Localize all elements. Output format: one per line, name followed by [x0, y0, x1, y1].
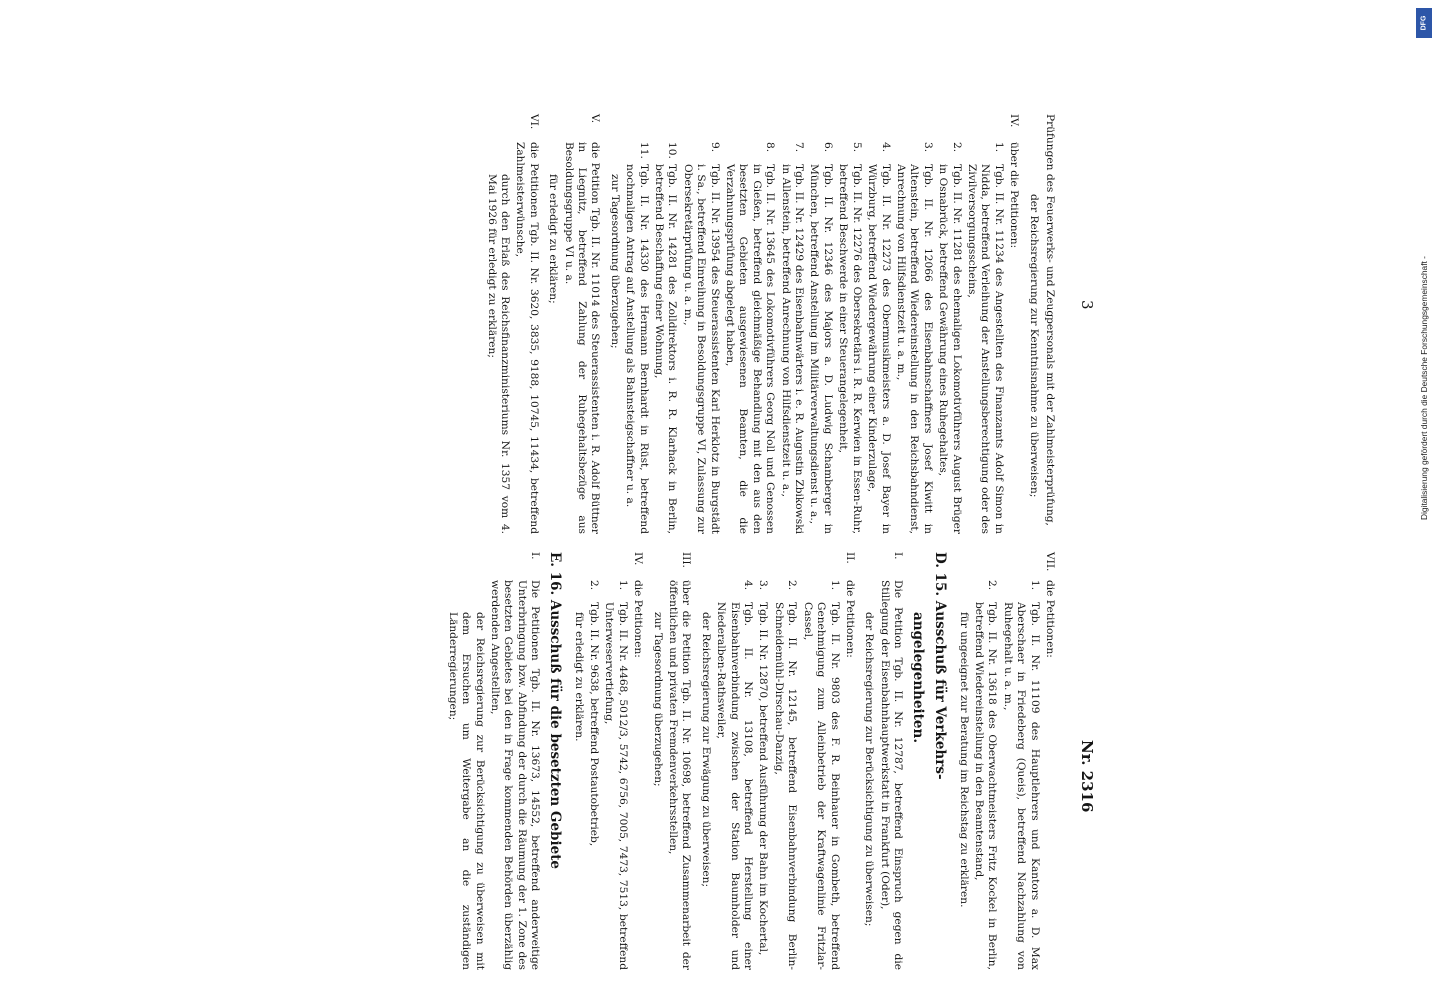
item-text: Tgb. II. Nr. 4468, 5012/3, 5742, 6756, 7005, 7473, 7513, betreffend Unterweservertiefung, — [603, 602, 629, 970]
item-number: 3. — [921, 142, 934, 153]
rotated-document — [104, 100, 1104, 980]
right-column — [104, 552, 1056, 970]
item-text: Tgb. II. Nr. 12145, betreffend Eisenbahnverbindung Berlin-Schneidemühl-Dirschau-Danzig, — [772, 602, 799, 970]
section-text: die Petitionen Tgb. II. Nr. 3620, 3835, 9188, 10745, 11434, betreffend Zahlmeisterwünsche, — [514, 142, 540, 534]
intro-decision: der Reichsregierung zur Kenntnisnahme zu überweisen; — [1027, 194, 1040, 498]
heading-d15: D. 15. Ausschuß für Verkehrs- — [932, 552, 949, 780]
section-v — [561, 114, 601, 534]
list-item — [836, 142, 863, 534]
list-item — [623, 142, 650, 534]
item-text: Tgb. II. Nr. 13645 des Lokomotivführers Georg Noll und Genossen in Gießen, betreffend gleichmäßige Behandlung mit den aus den besetzten Gebieten ausgewiesenen Beamten, die die Verzahnungsprüfung abgelegt haben, — [724, 164, 777, 534]
item-text: Tgb. II. Nr. 12066 des Eisenbahnschaffners Josef Kiwitt in Altenstein, betreffend Wiedereinstellung in den Reichsbahndienst, Anrechnung von Hilfsdienstzeit u. a. m., — [894, 164, 934, 534]
item-number: 7. — [793, 142, 806, 153]
item-number: 1. — [992, 142, 1005, 153]
list-item — [807, 142, 834, 534]
section-d-i — [877, 552, 904, 970]
section-label: II. — [843, 552, 856, 564]
item-text: Tgb. II. Nr. 12276 des Obersekretärs i. R. R. Kerwien in Essen-Ruhr, betreffend Beschwerde in einer Steuerangelegenheit, — [837, 164, 863, 534]
section-label: VI. — [527, 114, 540, 130]
dfg-logo-text: DFG — [1420, 15, 1428, 31]
item-text: Tgb. II. Nr. 12346 des Majors a. D. Ludwig Schamberger in München, betreffend Anstellung im Militärverwaltungsdienst u. a., — [808, 164, 834, 534]
item-number: 1. — [1028, 580, 1041, 591]
section-label: I. — [529, 552, 542, 560]
page-number-left: 3 — [1078, 300, 1096, 310]
section-d-iv-list — [587, 552, 629, 970]
item-number: 9. — [708, 142, 721, 153]
section-head: die Petitionen: — [1044, 580, 1056, 658]
list-item — [652, 142, 679, 534]
dfg-logo — [1416, 8, 1432, 38]
section-label: IV. — [632, 552, 645, 566]
section-vi — [513, 114, 540, 534]
list-item — [772, 580, 799, 970]
section-text: Die Petitionen Tgb. II. Nr. 13673, 14552, betreffend anderweitige Unterbringung bzw. Abfindung der durch die Räumung der 1. Zone des besetzten Gebietes bei den in Frage kommenden Behörden überzählig werdenden Angestellten, — [489, 580, 542, 970]
section-vii — [1043, 552, 1056, 970]
section-label: V. — [589, 114, 602, 124]
d-iv-decision: für erledigt zu erklären. — [572, 612, 585, 742]
list-item — [756, 580, 769, 970]
item-text: Tgb. II. Nr. 13618 des Oberwachtmeisters Fritz Kockel in Berlin, betreffend Wiedereinstellung in den Beamtenstand, — [972, 602, 999, 970]
item-number: 1. — [616, 580, 629, 591]
section-d-iv — [631, 552, 644, 970]
list-item — [865, 142, 892, 534]
item-text: Tgb. II. Nr. 11281 des ehemaligen Lokomotivführers August Brüger in Osnabrück, betreffend Gewährung eines Ruhegehaltes, — [937, 164, 963, 534]
heading-d15-cont: angelegenheiten. — [910, 612, 927, 744]
document-page — [104, 100, 1104, 980]
item-text: Tgb. II. Nr. 14330 des Hermann Bernhardt in Rüst, betreffend nochmaligen Antrag auf Anstellung als Bahnsteigschaffner u. a. — [624, 164, 650, 534]
item-text: Tgb. II. Nr. 11109 des Hauptlehrers und Kantors a. D. Max Aberschaer in Friedeberg (Queis), betreffend Nachzahlung von Ruhegehalt u. a. m., — [1001, 602, 1041, 970]
item-text: Tgb. II. Nr. 13108, betreffend Herstellung einer Eisenbahnverbindung zwischen der Station Baumholder und Niederalben-Rathsweiler, — [715, 602, 755, 970]
item-text: Tgb. II. Nr. 12429 des Eisenbahnwärters i. e. R. Augustin Zbikowski in Allenstein, betreffend Anrechnung von Hilfsdienstzeit u. a., — [779, 164, 806, 534]
d-ii-decision: der Reichsregierung zur Erwägung zu überweisen; — [699, 612, 712, 888]
section-label: VII. — [1044, 552, 1056, 572]
section-text: Die Petition Tgb. II. Nr. 12787, betreffend Einspruch gegen die Stillegung der Eisenbahnhauptwerkstatt in Frankfurt (Oder), — [878, 580, 905, 970]
section-text: über die Petition Tgb. II. Nr. 10698, betreffend Zusammenarbeit der öffentlichen und privaten Fremdenverkehrsstellen, — [667, 580, 693, 970]
vii-decision: für ungeeignet zur Beratung im Reichstag zu erklären. — [957, 612, 970, 908]
page-number-right: Nr. 2316 — [1078, 740, 1096, 813]
item-number: 5. — [850, 142, 863, 153]
v-decision: für erledigt zu erklären; — [547, 174, 560, 304]
list-item — [800, 580, 840, 970]
section-label: I. — [892, 552, 905, 560]
item-number: 11. — [637, 142, 650, 159]
section-head: die Petitionen: — [843, 580, 856, 658]
heading-e16: E. 16. Ausschuß für die besetzten Gebiete — [547, 552, 564, 870]
item-text: Tgb. II. Nr. 13954 des Steuerassistenten Karl Herklotz in Burgstädt i. Sa., betreffend Einreihung in Besoldungsgruppe VI, Zulassung zur Obersekretärprüfung u. a. m., — [681, 164, 721, 534]
list-item — [778, 142, 805, 534]
item-text: Tgb. II. Nr. 12870, betreffend Ausführung der Bahn im Kochertal, — [757, 602, 770, 956]
digitization-note: Digitalisierung gefördert durch die Deutsche Forschungsgemeinschaft - — [1419, 256, 1429, 520]
item-number: 8. — [764, 142, 777, 153]
section-head: die Petitionen: — [632, 580, 645, 658]
section-d-ii-list — [714, 552, 841, 970]
section-label: III. — [680, 552, 693, 568]
section-iv — [1007, 114, 1020, 534]
item-number: 2. — [786, 580, 799, 591]
item-number: 2. — [986, 580, 999, 591]
item-number: 2. — [950, 142, 963, 153]
item-text: Tgb. II. Nr. 9638, betreffend Postautobetrieb, — [588, 602, 601, 847]
d-iii-decision: zur Tagesordnung überzugehen; — [651, 612, 664, 787]
list-item — [723, 142, 777, 534]
item-text: Tgb. II. Nr. 9803 des F. R. Beinhauer in Gombeth, betreffend Genehmigung zum Alleinbetrieb der Kraftwagenlinie Fritzlar-Cassel, — [801, 602, 841, 970]
section-d-ii — [843, 552, 856, 970]
item-number: 4. — [879, 142, 892, 153]
section-vii-list — [972, 552, 1041, 970]
list-item — [714, 580, 754, 970]
section-iv-list — [623, 114, 1005, 534]
item-number: 10. — [666, 142, 679, 159]
item-number: 3. — [757, 580, 770, 591]
list-item — [972, 580, 999, 970]
intro-text: Prüfungen des Feuerwerks- und Zeugpersonals mit der Zahlmeisterprüfung, — [1044, 114, 1056, 526]
vi-decision: durch den Erlaß des Reichsfinanzministeriums Nr. 1357 vom 4. Mai 1926 für erledigt zu erklären; — [485, 174, 511, 534]
item-text: Tgb. II. Nr. 12273 des Obermusikmeisters a. D. Josef Bayer in Würzburg, betreffend Wiedergewährung einer Kinderzulage, — [866, 164, 892, 534]
item-number: 6. — [821, 142, 834, 153]
list-item — [936, 142, 963, 534]
item-text: Tgb. II. Nr. 11234 des Angestellten des Finanzamts Adolf Simon in Nidda, betreffend Verleihung der Anstellungsberechtigung oder des Zivilversorgungsscheins, — [965, 164, 1005, 534]
list-item — [587, 580, 600, 970]
d-i-decision: der Reichsregierung zur Berücksichtigung zu überweisen; — [863, 612, 876, 927]
section-d-iii — [666, 552, 693, 970]
item-number: 1. — [828, 580, 841, 591]
e-i-decision: der Reichsregierung zur Berücksichtigung zu überweisen mit dem Ersuchen um Weitergabe an die zuständigen Länderregierungen; — [446, 612, 486, 970]
section-e-i — [488, 552, 542, 970]
list-item — [680, 142, 720, 534]
list-item — [965, 142, 1005, 534]
left-column — [104, 114, 1056, 534]
list-item — [602, 580, 629, 970]
item-text: Tgb. II. Nr. 14281 des Zolldirektors i. R. R. Klarhack in Berlin, betreffend Beschaffung einer Wohnung, — [653, 164, 679, 534]
item-number: 2. — [588, 580, 601, 591]
item-number: 4. — [742, 580, 755, 591]
section-head: über die Petitionen: — [1008, 142, 1021, 249]
iv-decision: zur Tagesordnung überzugehen; — [608, 174, 621, 349]
section-label: IV. — [1008, 114, 1021, 128]
section-text: die Petition Tgb. II. Nr. 11014 des Steuerassistenten i. R. Adolf Büttner in Liegnitz, betreffend Zahlung der Ruhegehaltsbezüge aus Besoldungsgruppe VI u. a. — [562, 142, 602, 534]
list-item — [894, 142, 934, 534]
list-item — [1000, 580, 1040, 970]
